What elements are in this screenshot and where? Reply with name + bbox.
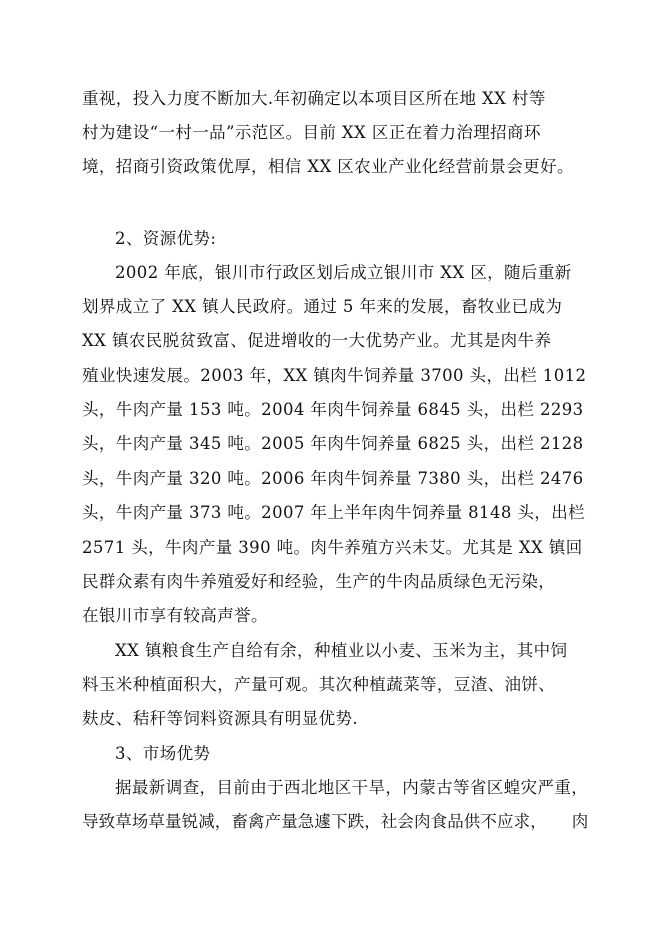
text-line-17: 料玉米种植面积大，产量可观。其次种植蔬菜等，豆渣、油饼、	[82, 675, 556, 694]
text-line-1: 重视，投入力度不断加大.年初确定以本项目区所在地 XX 村等	[82, 89, 546, 108]
text-line-9: 头，牛肉产量 153 吨。2004 年肉牛饲养量 6845 头，出栏 2293	[82, 400, 584, 419]
text-line-8: 殖业快速发展。2003 年，XX 镇肉牛饲养量 3700 头，出栏 1012	[82, 366, 587, 385]
text-line-11: 头，牛肉产量 320 吨。2006 年肉牛饲养量 7380 头，出栏 2476	[82, 469, 584, 488]
text-line-6: 划界成立了 XX 镇人民政府。通过 5 年来的发展，畜牧业已成为	[82, 297, 563, 316]
text-line-2: 村为建设“一村一品”示范区。目前 XX 区正在着力治理招商环	[82, 123, 541, 142]
text-line-10: 头，牛肉产量 345 吨。2005 年肉牛饲养量 6825 头，出栏 2128	[82, 434, 584, 453]
text-line-3: 境，招商引资政策优厚，相信 XX 区农业产业化经营前景会更好。	[82, 157, 574, 176]
text-line-16: XX 镇粮食生产自给有余，种植业以小麦、玉米为主，其中饲	[115, 641, 568, 660]
text-line-21: 导致草场草量锐减，畜禽产量急遽下跌，社会肉食品供不应求， 肉	[82, 812, 589, 831]
text-line-5: 2002 年底，银川市行政区划后成立银川市 XX 区，随后重新	[115, 263, 572, 282]
text-line-18: 麸皮、秸秆等饲料资源具有明显优势.	[82, 709, 359, 728]
section-heading-resources: 2、资源优势:	[115, 229, 217, 248]
text-line-13: 2571 头，牛肉产量 390 吨。肉牛养殖方兴未艾。尤其是 XX 镇回	[82, 538, 583, 557]
text-line-7: XX 镇农民脱贫致富、促进增收的一大优势产业。尤其是肉牛养	[82, 331, 552, 350]
section-heading-market: 3、市场优势	[115, 744, 211, 763]
text-line-12: 头，牛肉产量 373 吨。2007 年上半年肉牛饲养量 8148 头，出栏	[82, 503, 585, 522]
text-line-15: 在银川市享有较高声誉。	[82, 606, 268, 625]
text-line-20: 据最新调查，目前由于西北地区干旱，内蒙古等省区蝗灾严重，	[115, 778, 589, 797]
text-line-14: 民群众素有肉牛养殖爱好和经验，生产的牛肉品质绿色无污染，	[82, 572, 556, 591]
